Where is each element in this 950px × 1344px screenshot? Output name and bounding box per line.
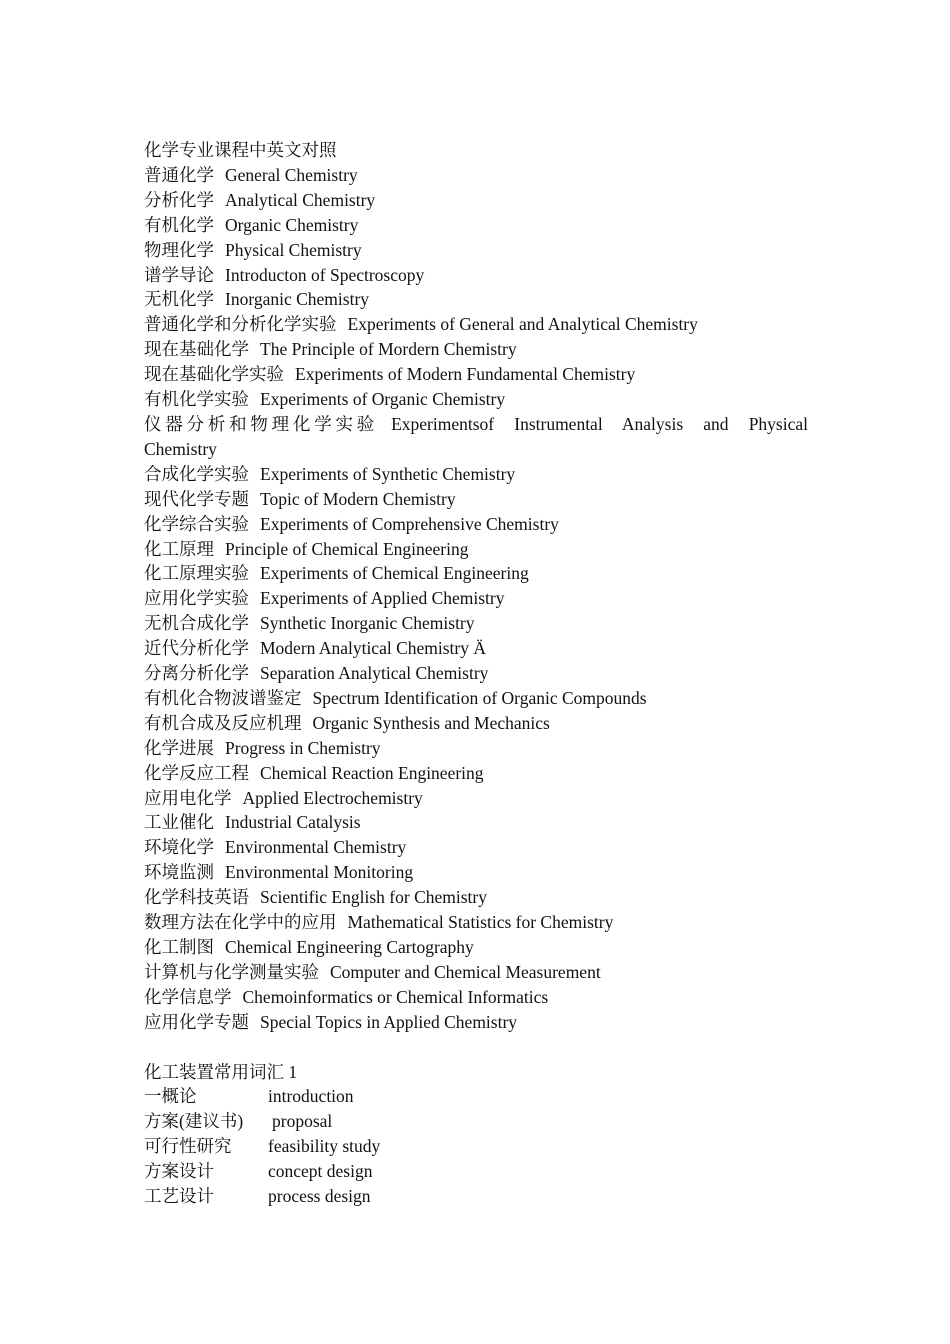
course-row bbox=[144, 1010, 808, 1035]
course-en: Organic Chemistry bbox=[225, 214, 359, 235]
vocab-zh: 一概论 bbox=[144, 1086, 197, 1107]
vocab-row bbox=[144, 1084, 808, 1109]
course-row bbox=[144, 213, 808, 238]
course-en: Mathematical Statistics for Chemistry bbox=[347, 912, 614, 933]
course-row bbox=[144, 810, 808, 835]
course-en: Special Topics in Applied Chemistry bbox=[260, 1011, 518, 1032]
course-row bbox=[144, 711, 808, 736]
course-zh: 谱学导论 bbox=[144, 264, 214, 285]
vocab-row bbox=[144, 1184, 808, 1209]
vocab-row bbox=[144, 1109, 808, 1134]
course-en: Chemical Reaction Engineering bbox=[260, 762, 484, 783]
course-zh: 化学反应工程 bbox=[144, 762, 249, 783]
course-en: Applied Electrochemistry bbox=[242, 787, 423, 808]
course-row bbox=[144, 337, 808, 362]
course-row bbox=[144, 835, 808, 860]
course-row bbox=[144, 412, 808, 462]
course-row bbox=[144, 611, 808, 636]
course-en: Experiments of Synthetic Chemistry bbox=[260, 463, 516, 484]
course-zh: 环境监测 bbox=[144, 862, 214, 883]
course-zh: 近代分析化学 bbox=[144, 638, 249, 659]
course-row bbox=[144, 761, 808, 786]
course-zh: 仪器分析和物理化学实验 bbox=[144, 413, 379, 434]
course-en: Experiments of Applied Chemistry bbox=[260, 588, 505, 609]
vocab-row bbox=[144, 1159, 808, 1184]
course-row bbox=[144, 885, 808, 910]
course-en: Experimentsof Instrumental Analysis and Physical Chemistry bbox=[144, 413, 809, 459]
course-row bbox=[144, 387, 808, 412]
vocab-zh: 工艺设计 bbox=[144, 1186, 214, 1207]
course-zh: 合成化学实验 bbox=[144, 463, 249, 484]
course-list bbox=[144, 163, 808, 1035]
course-zh: 化学综合实验 bbox=[144, 513, 249, 534]
course-en: Spectrum Identification of Organic Compounds bbox=[312, 687, 647, 708]
course-en: Computer and Chemical Measurement bbox=[330, 961, 601, 982]
course-zh: 有机化学实验 bbox=[144, 389, 249, 410]
vocab-en: introduction bbox=[268, 1086, 354, 1107]
course-en: Chemoinformatics or Chemical Informatics bbox=[242, 986, 549, 1007]
vocab-zh: 方案设计 bbox=[144, 1161, 214, 1182]
course-row bbox=[144, 163, 808, 188]
course-zh: 工业催化 bbox=[144, 812, 214, 833]
course-zh: 化学信息学 bbox=[144, 986, 232, 1007]
vocab-list bbox=[144, 1084, 808, 1209]
course-zh: 计算机与化学测量实验 bbox=[144, 961, 319, 982]
course-zh: 普通化学和分析化学实验 bbox=[144, 314, 337, 335]
course-en: The Principle of Mordern Chemistry bbox=[260, 339, 517, 360]
course-en: Environmental Chemistry bbox=[225, 837, 407, 858]
course-zh: 应用化学实验 bbox=[144, 588, 249, 609]
course-zh: 有机化学 bbox=[144, 214, 214, 235]
course-row bbox=[144, 636, 808, 661]
vocab-zh: 方案(建议书) bbox=[144, 1111, 244, 1132]
course-en: Modern Analytical Chemistry Ä bbox=[260, 638, 487, 659]
course-row bbox=[144, 860, 808, 885]
course-row bbox=[144, 537, 808, 562]
course-zh: 无机化学 bbox=[144, 289, 214, 310]
course-zh: 普通化学 bbox=[144, 164, 214, 185]
course-row bbox=[144, 686, 808, 711]
vocab-title: 化工装置常用词汇 1 bbox=[144, 1061, 298, 1082]
course-en: Experiments of Chemical Engineering bbox=[260, 563, 529, 584]
course-en: Analytical Chemistry bbox=[225, 189, 376, 210]
course-row bbox=[144, 487, 808, 512]
course-row bbox=[144, 263, 808, 288]
vocab-en: concept design bbox=[268, 1161, 373, 1182]
course-row bbox=[144, 312, 808, 337]
course-en: Progress in Chemistry bbox=[225, 737, 381, 758]
course-zh: 化工制图 bbox=[144, 937, 214, 957]
course-en: Scientific English for Chemistry bbox=[260, 887, 487, 908]
course-row bbox=[144, 512, 808, 537]
course-en: Physical Chemistry bbox=[225, 239, 362, 260]
vocab-zh: 可行性研究 bbox=[144, 1136, 232, 1157]
course-zh: 无机合成化学 bbox=[144, 613, 249, 634]
course-row bbox=[144, 661, 808, 686]
course-zh: 分离分析化学 bbox=[144, 663, 249, 684]
course-en: Inorganic Chemistry bbox=[225, 289, 370, 310]
course-en: Industrial Catalysis bbox=[225, 812, 361, 833]
course-zh: 化学进展 bbox=[144, 737, 214, 758]
course-zh: 化学科技英语 bbox=[144, 887, 249, 908]
course-en: Topic of Modern Chemistry bbox=[260, 488, 456, 509]
course-en: Introducton of Spectroscopy bbox=[225, 264, 425, 285]
course-row bbox=[144, 238, 808, 263]
course-row bbox=[144, 910, 808, 935]
course-zh: 应用化学专题 bbox=[144, 1011, 249, 1032]
course-en: Synthetic Inorganic Chemistry bbox=[260, 613, 475, 634]
course-en: Experiments of Organic Chemistry bbox=[260, 389, 506, 410]
course-zh: 现代化学专题 bbox=[144, 488, 249, 509]
course-zh: 有机化合物波谱鉴定 bbox=[144, 687, 302, 708]
course-zh: 化工原理 bbox=[144, 538, 214, 559]
course-row bbox=[144, 586, 808, 611]
course-en: Experiments of Comprehensive Chemistry bbox=[260, 513, 559, 534]
vocab-en: process design bbox=[268, 1186, 371, 1207]
course-en: Experiments of Modern Fundamental Chemistry bbox=[295, 364, 636, 385]
course-row bbox=[144, 736, 808, 761]
course-zh: 数理方法在化学中的应用 bbox=[144, 912, 337, 933]
course-en: Environmental Monitoring bbox=[225, 862, 414, 883]
course-zh: 物理化学 bbox=[144, 239, 214, 260]
course-en: Chemical Engineering Cartography bbox=[225, 937, 474, 957]
course-row bbox=[144, 462, 808, 487]
course-zh: 分析化学 bbox=[144, 189, 214, 210]
course-row bbox=[144, 362, 808, 387]
vocab-en: feasibility study bbox=[268, 1136, 381, 1157]
course-zh: 有机合成及反应机理 bbox=[144, 712, 302, 733]
course-row bbox=[144, 985, 808, 1010]
course-en: Experiments of General and Analytical Chemistry bbox=[347, 314, 698, 335]
document-body bbox=[144, 138, 808, 1209]
course-row bbox=[144, 960, 808, 985]
course-row bbox=[144, 561, 808, 586]
course-row bbox=[144, 287, 808, 312]
vocab-en: proposal bbox=[272, 1111, 333, 1132]
course-row bbox=[144, 786, 808, 811]
course-zh: 现在基础化学 bbox=[144, 339, 249, 360]
course-zh: 环境化学 bbox=[144, 837, 214, 858]
course-zh: 现在基础化学实验 bbox=[144, 364, 284, 385]
course-zh: 化工原理实验 bbox=[144, 563, 249, 584]
course-en: Separation Analytical Chemistry bbox=[260, 663, 489, 684]
course-row bbox=[144, 188, 808, 213]
section-title: 化学专业课程中英文对照 bbox=[144, 140, 337, 160]
course-en: Principle of Chemical Engineering bbox=[225, 538, 469, 559]
paragraph-gap bbox=[144, 1035, 808, 1060]
course-zh: 应用电化学 bbox=[144, 787, 232, 808]
vocab-row bbox=[144, 1134, 808, 1159]
course-row bbox=[144, 935, 808, 960]
course-en: Organic Synthesis and Mechanics bbox=[312, 712, 550, 733]
course-en: General Chemistry bbox=[225, 164, 358, 185]
